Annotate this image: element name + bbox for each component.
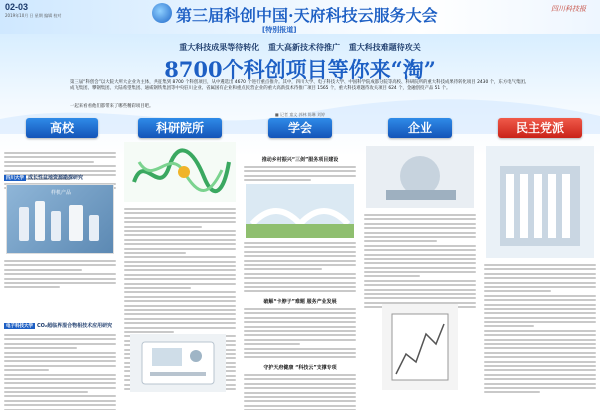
special-report-tag: [特别报道] xyxy=(262,26,297,34)
column-header-enterprises: 企业 xyxy=(388,118,452,138)
article-text xyxy=(244,308,356,361)
column-research-institutes xyxy=(120,112,240,410)
equipment-photo xyxy=(130,334,226,392)
conference-logo-icon xyxy=(152,3,172,23)
page-number: 02-03 xyxy=(5,2,29,12)
lead-closing: 一起来看看他们都带来了哪些精彩项目吧。 xyxy=(70,104,154,109)
column-societies xyxy=(240,112,360,410)
headline: 8700个科创项目等你来“淘” xyxy=(164,57,436,82)
article-text xyxy=(244,242,356,295)
subsection-heading: 四川大学 成长性盆地资源勘探研究 xyxy=(6,175,84,181)
article-text xyxy=(244,166,356,184)
article-text xyxy=(484,264,596,396)
byline: ■ 记者 童文 郭林 陈琳 刘婷 xyxy=(274,112,326,117)
product-photo xyxy=(6,184,114,254)
article-text xyxy=(4,334,116,410)
newspaper-brand: 四川科技报 xyxy=(551,5,586,13)
greenhouse-photo xyxy=(246,184,354,238)
column-header-universities: 高校 xyxy=(26,118,98,138)
factory-photo xyxy=(366,146,474,208)
conference-title: 第三届科创中国·天府科技云服务大会 xyxy=(176,6,438,25)
article-text xyxy=(4,260,116,291)
story-title: 守护天府健康 “科技云”支撑专项 xyxy=(263,365,337,371)
article-text xyxy=(244,374,356,410)
deck-line: 重大科技成果等待转化 重大高新技术待推广 重大科技难题待攻关 xyxy=(179,43,421,52)
lead-paragraph: 第三届“科创会”以大院大所大企业为主体，共征集到 8700 个科创项目，从中遴选出 4670 个进行重点推介。其中，四川大学、电子科技大学、中国科学院成都分院等高校、科研院所的重大科技成果待转化项目 2430 个，东方电气集团、成飞集团、攀钢集团、大陆希望集团、通威钢铁集团等中央驻川企业、省属国有企业和重点民营企业的重大高新技术待推广项目 1565 个，重大科技难题待攻关项目 624 个，金融创投产品 51 个。 xyxy=(70,80,530,91)
column-democratic-parties xyxy=(480,112,600,410)
column-enterprises xyxy=(360,112,480,410)
column-header-parties: 民主党派 xyxy=(498,118,582,138)
story-title: 破解“卡脖子”难题 服务产业发展 xyxy=(263,299,337,305)
column-header-societies: 学会 xyxy=(268,118,332,138)
building-photo xyxy=(486,146,594,258)
column-header-research: 科研院所 xyxy=(138,118,222,138)
photo-caption: 样机产品 xyxy=(50,190,71,196)
issue-meta: 2019年10月 日 星期 编辑 校对 xyxy=(5,13,62,18)
product-chart-image xyxy=(382,304,458,390)
column-universities xyxy=(0,112,120,410)
protein-structure-image xyxy=(124,142,236,202)
masthead xyxy=(0,0,600,34)
article-text xyxy=(364,214,476,311)
subsection-heading: 电子科技大学 CO₂超临界混合物相技术应用研究 xyxy=(6,323,113,329)
story-title: 推动乡村振兴“三剑”服务项目建设 xyxy=(261,157,339,163)
